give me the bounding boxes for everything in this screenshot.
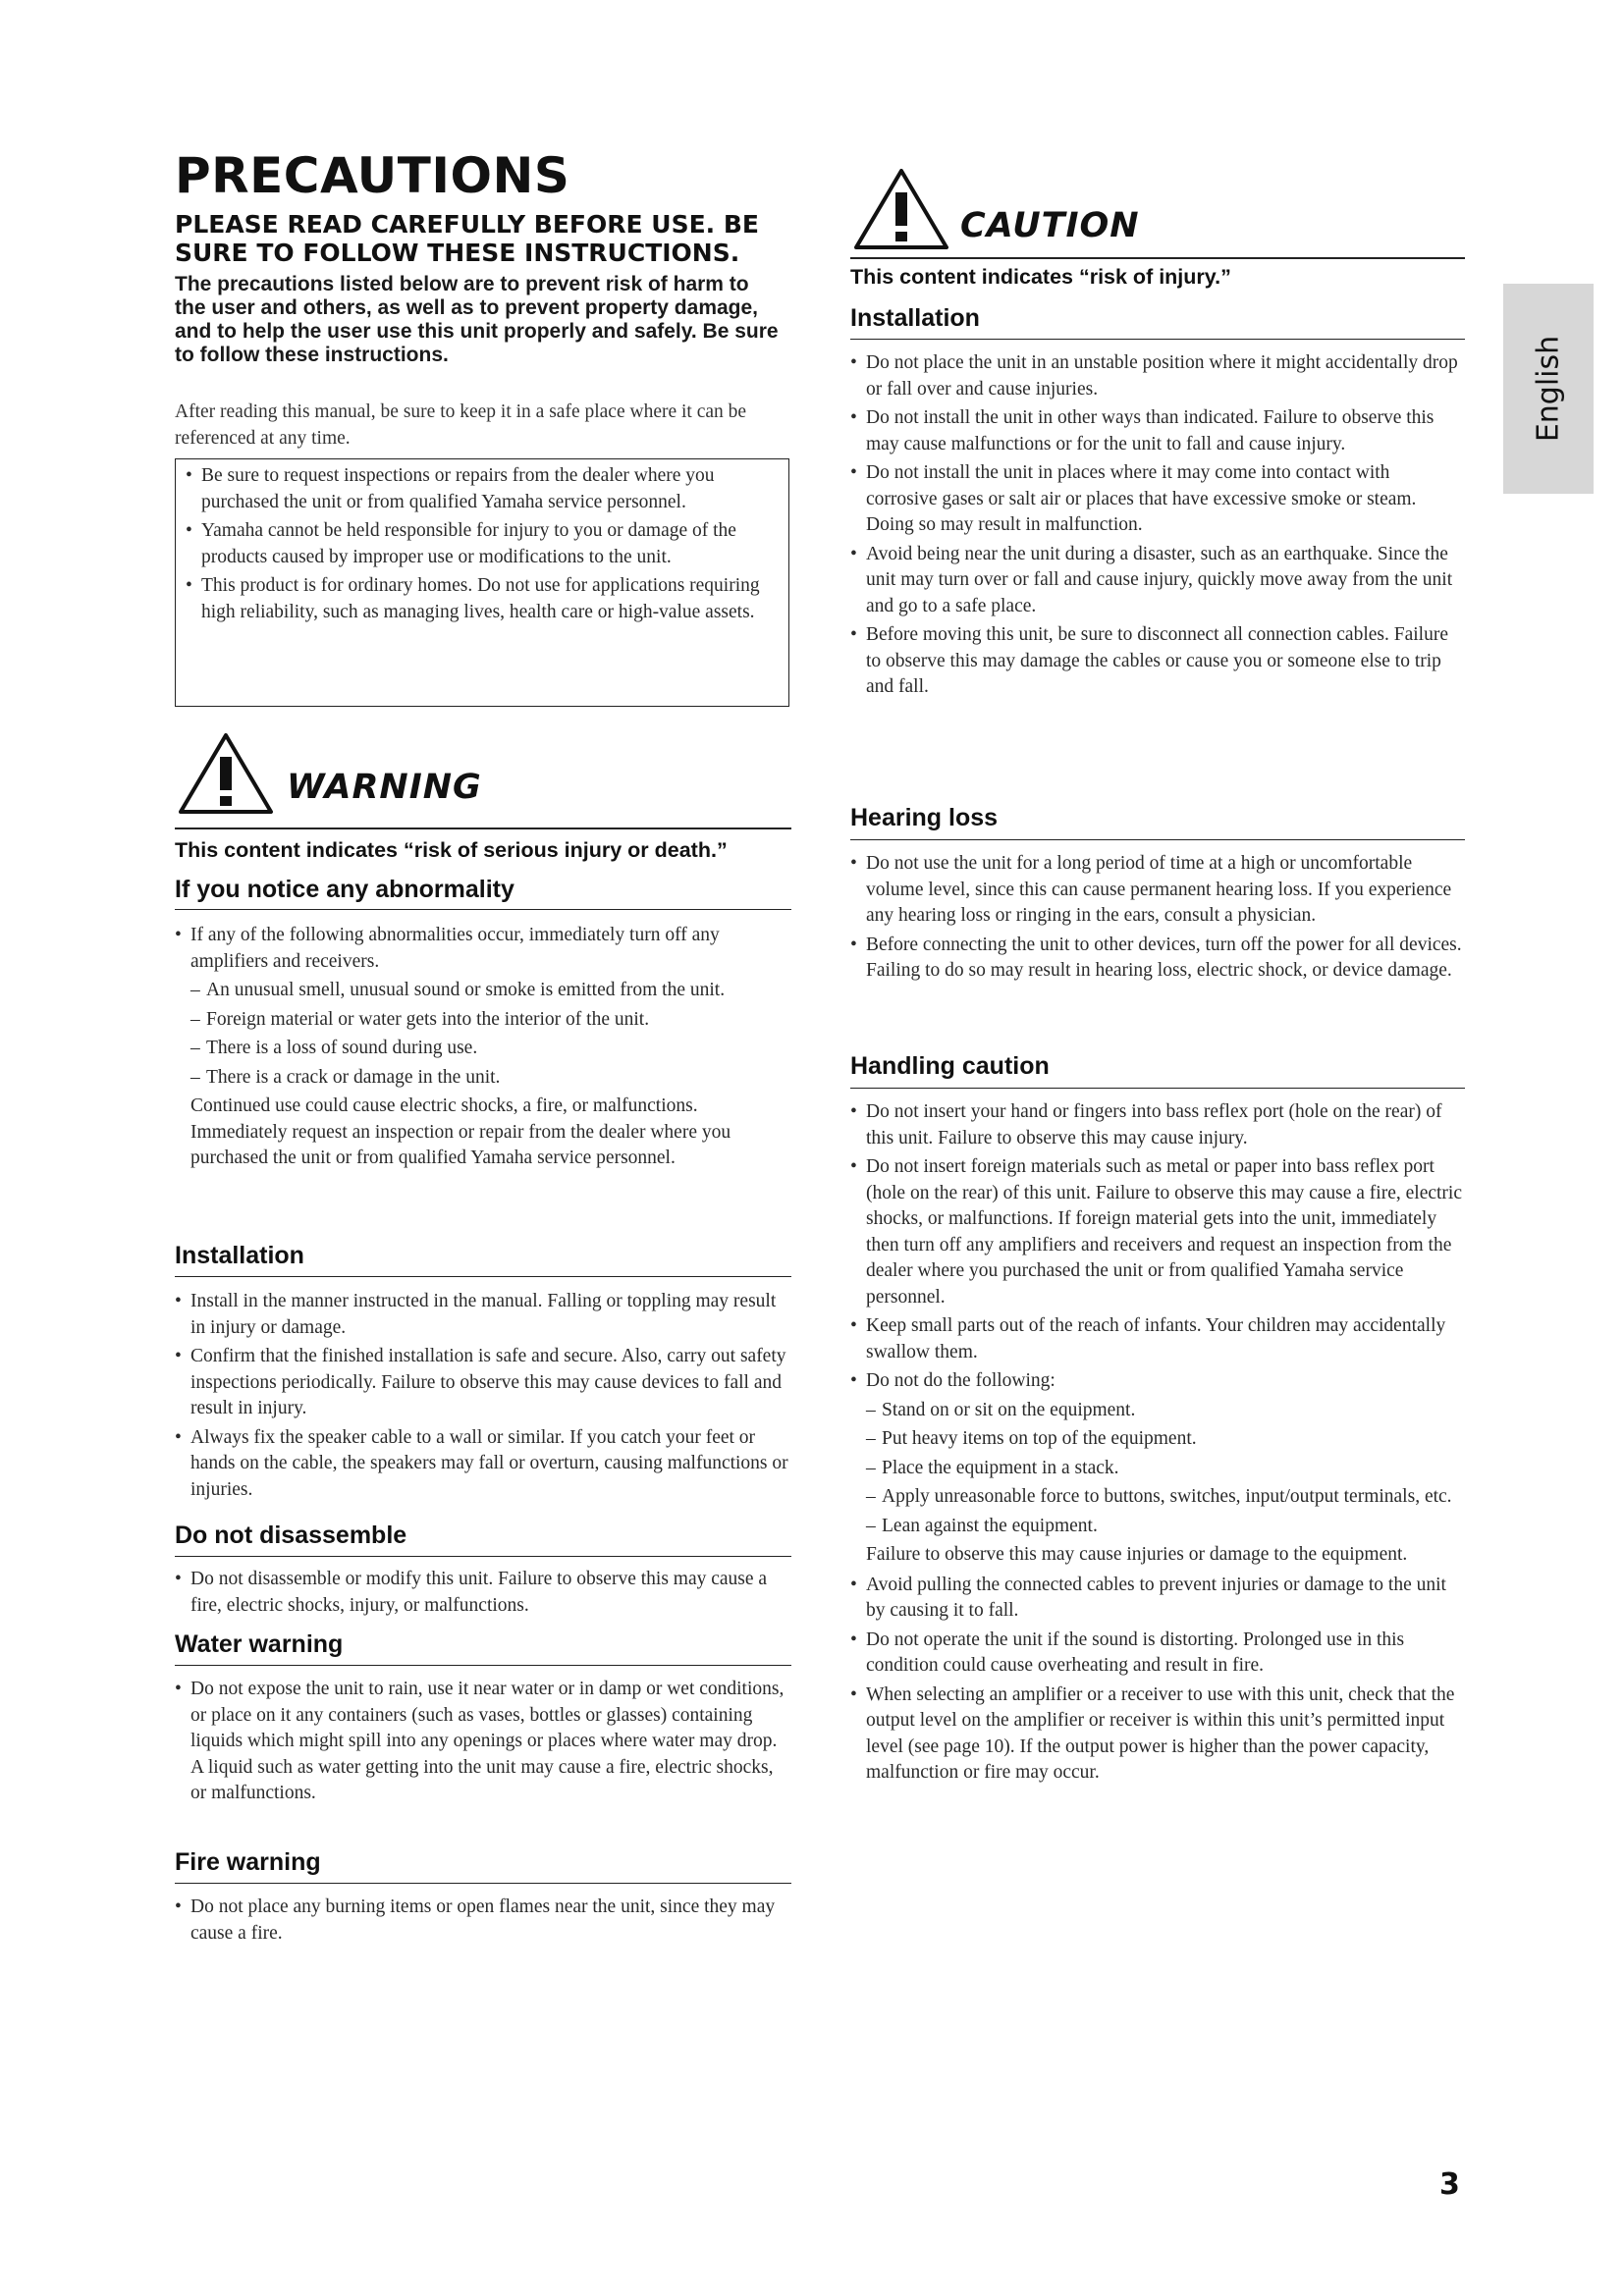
list-item: • Do not install the unit in other ways than indicated. Failure to observe this may cause malfunctions or for the unit to fall and cause injury. (850, 405, 1465, 457)
list-item: • Before connecting the unit to other devices, turn off the power for all devices. Failing to do so may result in hearing loss, electric shock, or device damage. (850, 933, 1465, 985)
caution-risk-text: This content indicates “risk of injury.” (850, 265, 1231, 289)
list-item: – Foreign material or water gets into the interior of the unit. (175, 1007, 789, 1034)
language-tab-label: English (1531, 335, 1566, 443)
caution-divider (850, 257, 1465, 259)
list-item: • Do not place the unit in an unstable position where it might accidentally drop or fall over and cause injuries. (850, 350, 1465, 402)
section-installation-warning (175, 1289, 789, 1506)
list-item: • Do not install the unit in places where it may come into contact with corrosive gases or salt air or places that have excessive smoke or steam. Doing so may result in malfunction. (850, 460, 1465, 539)
list-item: • When selecting an amplifier or a receiver to use with this unit, check that the output level on the amplifier or receiver is within this unit’s permitted input level (see page 10). If the output power is higher than the power capacity, malfunction or fire may occur. (850, 1682, 1465, 1787)
list-item: – An unusual smell, unusual sound or smoke is emitted from the unit. (175, 978, 789, 1004)
section-divider (175, 909, 791, 910)
abnormality-note: Continued use could cause electric shocks, a fire, or malfunctions. Immediately request an inspection or repair from the dealer where you purchased the unit or from qualified Yamaha service personnel. (190, 1095, 731, 1168)
section-heading-water: Water warning (175, 1630, 344, 1658)
page-subtitle: PLEASE READ CAREFULLY BEFORE USE. BE SURE TO FOLLOW THESE INSTRUCTIONS. (175, 210, 759, 267)
notice-box (175, 458, 789, 707)
list-item: • Do not use the unit for a long period of time at a high or uncomfortable volume level, since this can cause permanent hearing loss. If you experience any hearing loss or ringing in the ears, consult a physician. (850, 851, 1465, 930)
list-item: • Always fix the speaker cable to a wall or similar. If you catch your feet or hands on the cable, the speakers may fall or overturn, causing malfunctions or injuries. (175, 1425, 789, 1504)
notice-item: • This product is for ordinary homes. Do not use for applications requiring high reliability, such as managing lives, health care or high-value assets. (186, 573, 779, 625)
section-heading-fire: Fire warning (175, 1848, 321, 1876)
list-item: • Do not operate the unit if the sound is distorting. Prolonged use in this condition could cause overheating and result in fire. (850, 1628, 1465, 1680)
section-divider (850, 1088, 1465, 1089)
section-heading-disassemble: Do not disassemble (175, 1522, 407, 1549)
page-number: 3 (1439, 2167, 1460, 2202)
section-divider (175, 1556, 791, 1557)
section-divider (175, 1883, 791, 1884)
list-item: • Do not insert foreign materials such as metal or paper into bass reflex port (hole on the rear) of this unit. Failure to observe this may cause a fire, electric shocks, or malfunctions. If foreign material gets into the unit, immediately then turn off any amplifiers and receivers and request an inspection from the dealer where you purchased the unit or from qualified Yamaha service personnel. (850, 1154, 1465, 1310)
section-disassemble (175, 1567, 789, 1622)
section-installation-caution (850, 350, 1465, 704)
intro-bold-text: The precautions listed below are to prevent risk of harm to the user and others, as well as to prevent property damage, and to help the user use this unit properly and safely. Be sure to follow these instructions. (175, 273, 779, 366)
section-divider (175, 1276, 791, 1277)
handling-note: Failure to observe this may cause injuries or damage to the equipment. (866, 1544, 1408, 1565)
warning-label: WARNING (287, 768, 482, 807)
page-title: PRECAUTIONS (175, 147, 570, 204)
list-item: • Install in the manner instructed in the manual. Falling or toppling may result in injury or damage. (175, 1289, 789, 1341)
section-divider (850, 339, 1465, 340)
section-heading-installation: Installation (175, 1242, 304, 1269)
section-handling (850, 1099, 1465, 1789)
warning-header (177, 731, 791, 829)
warning-divider (175, 828, 791, 829)
list-item: • Avoid being near the unit during a disaster, such as an earthquake. Since the unit may turn over or fall and cause injury, quickly move away from the unit and go to a safe place. (850, 542, 1465, 620)
list-item: • Do not do the following: (850, 1368, 1465, 1395)
intro-text: After reading this manual, be sure to keep it in a safe place where it can be referenced at any time. (175, 401, 747, 449)
list-item: – Stand on or sit on the equipment. (850, 1398, 1465, 1424)
list-item: – Lean against the equipment. (850, 1514, 1465, 1540)
section-heading-installation: Installation (850, 304, 980, 332)
warning-triangle-icon (177, 731, 275, 816)
section-water (175, 1677, 789, 1810)
list-item: • Do not place any burning items or open flames near the unit, since they may cause a fire. (175, 1895, 789, 1947)
list-item: • Keep small parts out of the reach of infants. Your children may accidentally swallow them. (850, 1313, 1465, 1365)
list-item: • Do not expose the unit to rain, use it near water or in damp or wet conditions, or place on it any containers (such as vases, bottles or glasses) containing liquids which might spill into any openings or places where water may drop. A liquid such as water getting into the unit may cause a fire, electric shocks, or malfunctions. (175, 1677, 789, 1807)
list-item: – Place the equipment in a stack. (850, 1456, 1465, 1482)
warning-risk-text: This content indicates “risk of serious injury or death.” (175, 838, 728, 862)
caution-header (852, 167, 1467, 261)
language-tab (1503, 284, 1594, 494)
notice-item: • Yamaha cannot be held responsible for injury to you or damage of the products caused by improper use or modifications to the unit. (186, 518, 779, 570)
list-item: • Before moving this unit, be sure to disconnect all connection cables. Failure to observe this may damage the cables or cause you or someone else to trip and fall. (850, 622, 1465, 701)
section-heading-abnormality: If you notice any abnormality (175, 876, 514, 903)
section-divider (850, 839, 1465, 840)
list-item: – Put heavy items on top of the equipment. (850, 1426, 1465, 1453)
list-item: • If any of the following abnormalities occur, immediately turn off any amplifiers and receivers. (175, 923, 789, 975)
notice-item: • Be sure to request inspections or repairs from the dealer where you purchased the unit or from qualified Yamaha service personnel. (186, 463, 779, 515)
list-item: • Avoid pulling the connected cables to prevent injuries or damage to the unit by causing it to fall. (850, 1573, 1465, 1625)
list-item: – Apply unreasonable force to buttons, switches, input/output terminals, etc. (850, 1484, 1465, 1511)
caution-label: CAUTION (960, 206, 1140, 245)
caution-triangle-icon (852, 167, 950, 251)
section-heading-handling: Handling caution (850, 1052, 1050, 1080)
list-item: – There is a loss of sound during use. (175, 1036, 789, 1062)
list-item: – There is a crack or damage in the unit. (175, 1065, 789, 1092)
section-abnormality (175, 923, 789, 1172)
list-item: • Confirm that the finished installation is safe and secure. Also, carry out safety inspections periodically. Failure to observe this may cause devices to fall and result in injury. (175, 1344, 789, 1422)
list-item: • Do not disassemble or modify this unit. Failure to observe this may cause a fire, electric shocks, injury, or malfunctions. (175, 1567, 789, 1619)
list-item: • Do not insert your hand or fingers into bass reflex port (hole on the rear) of this unit. Failure to observe this may cause injury. (850, 1099, 1465, 1151)
section-hearing (850, 851, 1465, 988)
section-heading-hearing: Hearing loss (850, 804, 999, 831)
section-fire (175, 1895, 789, 1949)
section-divider (175, 1665, 791, 1666)
